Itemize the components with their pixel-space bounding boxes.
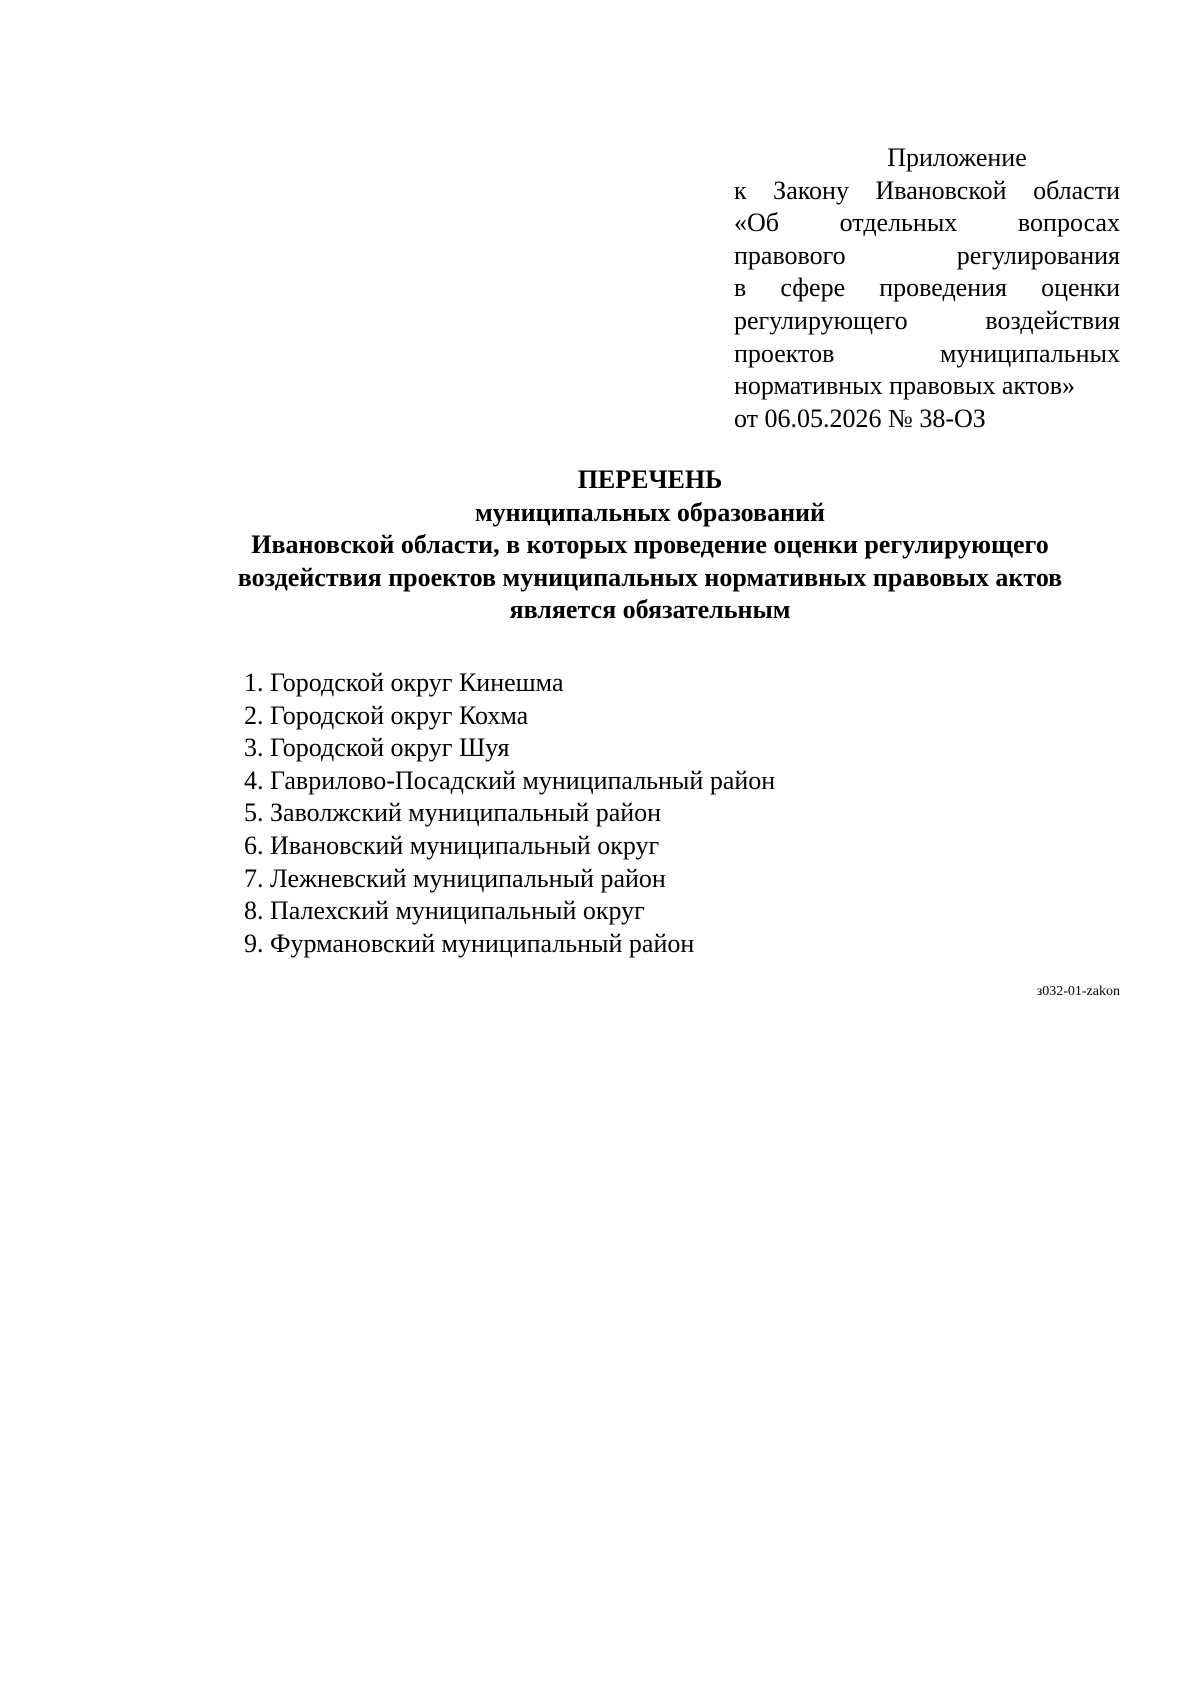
heading-subtitle-line: Ивановской области, в которых проведение оценки регулирующего <box>251 530 1049 560</box>
list-item: 1. Городской округ Кинешма <box>244 668 564 697</box>
municipality-list <box>244 667 1124 960</box>
heading-subtitle-line: воздействия проектов муниципальных нормативных правовых актов <box>237 562 1063 592</box>
appendix-date-line: от 06.05.2026 № 38-ОЗ <box>734 403 986 433</box>
heading-subtitle-line: является обязательным <box>509 595 791 625</box>
list-item: 7. Лежневский муниципальный район <box>244 863 666 893</box>
list-item: 9. Фурмановский муниципальный район <box>244 928 695 958</box>
appendix-line: проектов муниципальных <box>734 338 1120 368</box>
document-code: з032-01-zakon <box>1036 984 1120 999</box>
appendix-line: регулирующего воздействия <box>734 305 1120 335</box>
list-item: 6. Ивановский муниципальный округ <box>244 830 660 860</box>
heading-subtitle-line: муниципальных образований <box>474 497 826 527</box>
list-item: 4. Гаврилово-Посадский муниципальный район <box>244 765 776 795</box>
appendix-header <box>734 142 1120 435</box>
list-item: 2. Городской округ Кохма <box>244 700 529 730</box>
appendix-line: к Закону Ивановской области <box>734 175 1120 205</box>
heading-title: ПЕРЕЧЕНЬ <box>577 465 723 494</box>
appendix-line: «Об отдельных вопросах <box>734 208 1120 238</box>
appendix-line: нормативных правовых актов» <box>734 371 1076 401</box>
list-item: 5. Заволжский муниципальный район <box>244 798 662 828</box>
appendix-line: правового регулирования <box>734 240 1120 270</box>
list-item: 8. Палехский муниципальный округ <box>244 896 645 926</box>
list-heading <box>100 464 1200 627</box>
appendix-title: Приложение <box>887 143 1027 172</box>
appendix-line: в сфере проведения оценки <box>734 273 1120 303</box>
list-item: 3. Городской округ Шуя <box>244 733 510 763</box>
